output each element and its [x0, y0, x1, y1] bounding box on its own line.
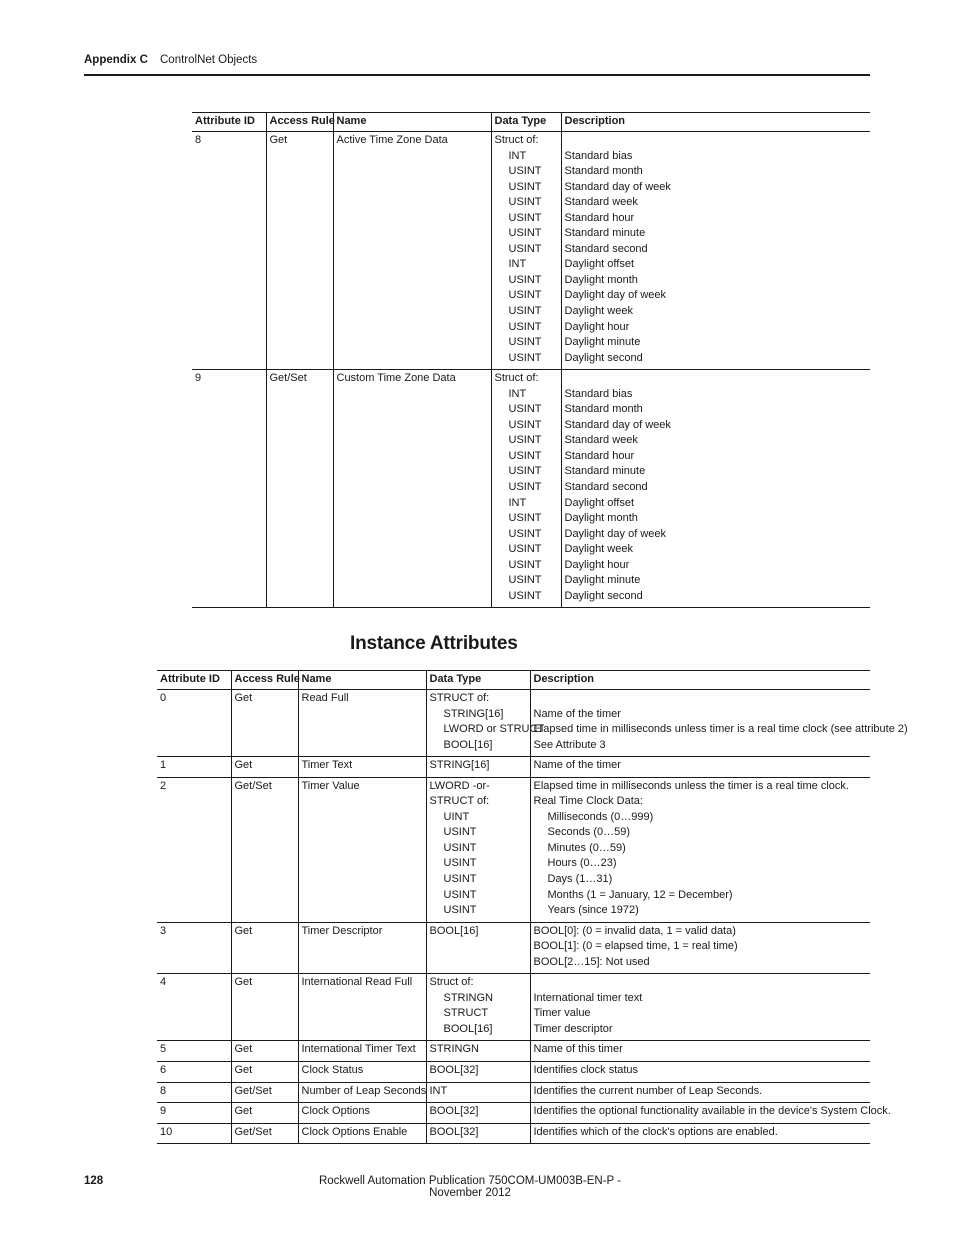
- data-type-line: STRINGN: [443, 991, 493, 1004]
- data-type-cell: [426, 1082, 530, 1103]
- col-access-rule: Access Rule: [231, 671, 298, 690]
- description-line: Daylight week: [564, 543, 633, 556]
- data-type-cell: [426, 690, 545, 757]
- description-line: Standard month: [564, 403, 643, 416]
- table-row: [157, 777, 870, 922]
- description-cell: [530, 922, 870, 974]
- table-row: [157, 1103, 870, 1124]
- col-attribute-id: Attribute ID: [160, 673, 220, 685]
- description-line: Daylight month: [564, 512, 638, 525]
- attribute-id-cell: 0: [160, 692, 167, 704]
- instance-attributes-table: [157, 670, 908, 1144]
- publication-footer: Rockwell Automation Publication 750COM-UM003B-EN-P - November 2012: [318, 1175, 622, 1199]
- description-line: Standard week: [564, 196, 638, 209]
- description-line: Standard hour: [564, 211, 635, 224]
- description-line: Identifies which of the clock's options are enabled.: [533, 1125, 778, 1138]
- description-line: Timer descriptor: [533, 1022, 613, 1035]
- description-line: Standard day of week: [564, 180, 671, 193]
- description-line: Standard hour: [564, 449, 635, 462]
- description-cell: [530, 974, 870, 1041]
- access-rule-cell: Get: [231, 922, 298, 974]
- table-header-row: [192, 113, 870, 132]
- col-access-rule: Access Rule: [266, 113, 333, 132]
- page-header: [84, 54, 870, 76]
- table-row: [157, 922, 870, 974]
- attribute-id-cell: 8: [160, 1084, 167, 1097]
- table-header-row: [157, 671, 870, 690]
- description-line: Daylight offset: [564, 258, 635, 271]
- name-cell: Timer Text: [298, 757, 426, 778]
- attribute-id-cell: 9: [160, 1105, 167, 1118]
- description-line: [534, 691, 868, 707]
- description-line: Standard minute: [564, 465, 646, 478]
- description-line: Milliseconds (0…999): [547, 810, 654, 823]
- data-type-line: BOOL[32]: [429, 1064, 479, 1077]
- data-type-line: USINT: [508, 558, 542, 571]
- data-type-line: USINT: [508, 227, 542, 240]
- description-line: Real Time Clock Data:: [533, 795, 643, 808]
- description-line: Standard week: [564, 434, 638, 447]
- data-type-line: USINT: [508, 481, 542, 494]
- data-type-line: USINT: [443, 826, 477, 839]
- data-type-line: LWORD -or-: [429, 779, 490, 792]
- data-type-line: USINT: [508, 320, 542, 333]
- description-line: Daylight hour: [564, 320, 630, 333]
- description-cell: [530, 1082, 870, 1103]
- attribute-id-cell: 4: [160, 976, 167, 989]
- description-cell: [561, 132, 870, 370]
- description-line: Daylight month: [564, 273, 638, 286]
- col-name: Name: [298, 671, 426, 690]
- description-line: Daylight day of week: [564, 527, 666, 540]
- name-cell: International Timer Text: [298, 1041, 426, 1062]
- description-cell: [530, 757, 870, 778]
- appendix-label: Appendix C: [84, 54, 148, 66]
- table-row: [192, 370, 870, 608]
- description-line: Name of the timer: [533, 759, 621, 772]
- data-type-line: Struct of:: [429, 976, 474, 989]
- instance-table-body: [157, 690, 908, 1144]
- data-type-line: BOOL[32]: [429, 1125, 479, 1138]
- access-rule-cell: Get/Set: [231, 777, 298, 922]
- data-type-line: STRING[16]: [429, 759, 490, 772]
- access-rule-cell: Get: [231, 690, 298, 757]
- description-line: Elapsed time in milliseconds unless the timer is a real time clock.: [533, 779, 849, 792]
- description-line: Standard month: [564, 165, 643, 178]
- table-row: [157, 1123, 870, 1144]
- data-type-line: STRING[16]: [443, 707, 504, 720]
- data-type-line: INT: [429, 1084, 448, 1097]
- attribute-id-cell: 5: [160, 1043, 167, 1056]
- name-cell: Clock Options: [298, 1103, 426, 1124]
- data-type-line: USINT: [508, 465, 542, 478]
- data-type-line: STRUCT of:: [429, 692, 490, 704]
- description-cell: [530, 1041, 870, 1062]
- description-line: Daylight second: [564, 351, 643, 364]
- description-line: Days (1…31): [547, 873, 613, 886]
- access-rule-cell: Get/Set: [231, 1123, 298, 1144]
- class-table-body: [192, 132, 870, 608]
- access-rule-cell: Get: [231, 1041, 298, 1062]
- col-attribute-id: Attribute ID: [195, 115, 255, 127]
- description-line: [534, 975, 868, 991]
- description-line: BOOL[2…15]: Not used: [533, 955, 650, 968]
- description-line: Elapsed time in milliseconds unless timer is a real time clock (see attribute 2): [533, 723, 908, 736]
- col-data-type: Data Type: [491, 113, 561, 132]
- col-data-type: Data Type: [426, 671, 530, 690]
- data-type-line: USINT: [508, 242, 542, 255]
- attribute-id-cell: 8: [195, 134, 202, 146]
- data-type-line: LWORD or STRUCT: [443, 723, 545, 736]
- col-name: Name: [333, 113, 491, 132]
- data-type-line: USINT: [443, 873, 477, 886]
- description-line: Daylight day of week: [564, 289, 666, 302]
- data-type-line: USINT: [508, 289, 542, 302]
- description-cell: [530, 1123, 870, 1144]
- description-line: Daylight hour: [564, 558, 630, 571]
- description-line: Name of this timer: [533, 1043, 623, 1056]
- data-type-line: INT: [508, 258, 527, 271]
- data-type-line: USINT: [508, 512, 542, 525]
- data-type-line: USINT: [508, 403, 542, 416]
- description-line: Seconds (0…59): [547, 826, 631, 839]
- description-cell: [530, 690, 908, 757]
- access-rule-cell: Get: [231, 1062, 298, 1083]
- description-line: Years (since 1972): [547, 904, 639, 917]
- table-row: [157, 757, 870, 778]
- description-line: Daylight week: [564, 305, 633, 318]
- data-type-cell: [426, 974, 530, 1041]
- chapter-title: ControlNet Objects: [160, 54, 258, 66]
- description-line: Standard second: [564, 242, 648, 255]
- data-type-cell: [426, 1041, 530, 1062]
- data-type-line: USINT: [508, 165, 542, 178]
- access-rule-cell: Get: [231, 974, 298, 1041]
- data-type-cell: [426, 1103, 530, 1124]
- description-line: Daylight offset: [564, 496, 635, 509]
- description-line: Daylight second: [564, 589, 643, 602]
- description-line: Daylight minute: [564, 574, 641, 587]
- description-line: Standard minute: [564, 227, 646, 240]
- description-line: Identifies the optional functionality available in the device's System Clock.: [533, 1105, 891, 1118]
- table-row: [157, 1041, 870, 1062]
- data-type-cell: [426, 922, 530, 974]
- description-line: Standard day of week: [564, 418, 671, 431]
- description-line: Identifies clock status: [533, 1064, 639, 1077]
- data-type-line: USINT: [508, 543, 542, 556]
- col-description: Description: [530, 671, 870, 690]
- name-cell: Custom Time Zone Data: [333, 370, 491, 608]
- data-type-line: USINT: [508, 180, 542, 193]
- description-line: Name of the timer: [533, 707, 621, 720]
- col-description: Description: [561, 113, 870, 132]
- access-rule-cell: Get: [266, 132, 333, 370]
- access-rule-cell: Get/Set: [266, 370, 333, 608]
- data-type-line: USINT: [508, 574, 542, 587]
- attribute-id-cell: 3: [160, 924, 167, 937]
- table-row: [157, 974, 870, 1041]
- access-rule-cell: Get/Set: [231, 1082, 298, 1103]
- data-type-line: USINT: [508, 351, 542, 364]
- description-line: Timer value: [533, 1007, 591, 1020]
- attribute-id-cell: 1: [160, 759, 167, 772]
- description-line: [565, 371, 868, 387]
- name-cell: Active Time Zone Data: [333, 132, 491, 370]
- data-type-line: INT: [508, 387, 527, 400]
- data-type-line: STRUCT of:: [429, 795, 490, 808]
- data-type-line: USINT: [508, 527, 542, 540]
- data-type-line: USINT: [443, 888, 477, 901]
- attribute-id-cell: 2: [160, 779, 167, 792]
- table-row: [157, 1062, 870, 1083]
- description-cell: [561, 370, 870, 608]
- data-type-line: USINT: [508, 211, 542, 224]
- data-type-line: USINT: [508, 273, 542, 286]
- data-type-cell: [426, 1123, 530, 1144]
- name-cell: Timer Value: [298, 777, 426, 922]
- attribute-id-cell: 9: [195, 372, 202, 385]
- table-row: [192, 132, 870, 370]
- name-cell: Read Full: [298, 690, 426, 757]
- description-cell: [530, 1062, 870, 1083]
- description-line: International timer text: [533, 991, 643, 1004]
- description-line: Minutes (0…59): [547, 841, 626, 854]
- data-type-cell: [426, 757, 530, 778]
- description-line: Hours (0…23): [547, 857, 617, 870]
- data-type-line: USINT: [443, 904, 477, 917]
- name-cell: Number of Leap Seconds: [298, 1082, 426, 1103]
- data-type-line: USINT: [508, 418, 542, 431]
- description-line: BOOL[1]: (0 = elapsed time, 1 = real time): [533, 940, 738, 953]
- data-type-line: BOOL[16]: [443, 738, 493, 751]
- page-number: 128: [84, 1175, 104, 1187]
- attribute-id-cell: 6: [160, 1064, 167, 1077]
- description-line: Months (1 = January, 12 = December): [547, 888, 733, 901]
- description-line: Identifies the current number of Leap Seconds.: [533, 1084, 763, 1097]
- data-type-line: USINT: [443, 841, 477, 854]
- data-type-cell: [491, 370, 561, 608]
- data-type-line: USINT: [508, 589, 542, 602]
- attribute-id-cell: 10: [160, 1125, 173, 1138]
- data-type-line: STRINGN: [429, 1043, 479, 1056]
- data-type-cell: [426, 1062, 530, 1083]
- name-cell: Timer Descriptor: [298, 922, 426, 974]
- access-rule-cell: Get: [231, 757, 298, 778]
- description-line: Standard bias: [564, 387, 633, 400]
- data-type-line: BOOL[16]: [429, 924, 479, 937]
- description-line: Daylight minute: [564, 336, 641, 349]
- data-type-line: INT: [508, 149, 527, 162]
- data-type-line: STRUCT: [443, 1007, 489, 1020]
- description-line: [565, 133, 868, 149]
- description-line: Standard second: [564, 481, 648, 494]
- data-type-line: USINT: [508, 336, 542, 349]
- data-type-line: USINT: [443, 857, 477, 870]
- data-type-line: USINT: [508, 305, 542, 318]
- table-row: [157, 690, 870, 757]
- data-type-line: BOOL[32]: [429, 1105, 479, 1118]
- section-heading: Instance Attributes: [350, 633, 518, 654]
- data-type-line: USINT: [508, 434, 542, 447]
- name-cell: Clock Options Enable: [298, 1123, 426, 1144]
- class-attributes-table: [192, 112, 870, 608]
- data-type-line: USINT: [508, 449, 542, 462]
- data-type-line: Struct of:: [494, 372, 539, 385]
- description-line: Standard bias: [564, 149, 633, 162]
- access-rule-cell: Get: [231, 1103, 298, 1124]
- name-cell: Clock Status: [298, 1062, 426, 1083]
- data-type-line: UINT: [443, 810, 470, 823]
- data-type-line: BOOL[16]: [443, 1022, 493, 1035]
- data-type-line: INT: [508, 496, 527, 509]
- description-line: See Attribute 3: [533, 738, 606, 751]
- description-cell: [530, 1103, 891, 1124]
- data-type-line: Struct of:: [494, 134, 539, 146]
- description-line: BOOL[0]: (0 = invalid data, 1 = valid data): [533, 924, 736, 937]
- name-cell: International Read Full: [298, 974, 426, 1041]
- description-cell: [530, 777, 870, 922]
- data-type-cell: [426, 777, 530, 922]
- data-type-cell: [491, 132, 561, 370]
- data-type-line: USINT: [508, 196, 542, 209]
- table-row: [157, 1082, 870, 1103]
